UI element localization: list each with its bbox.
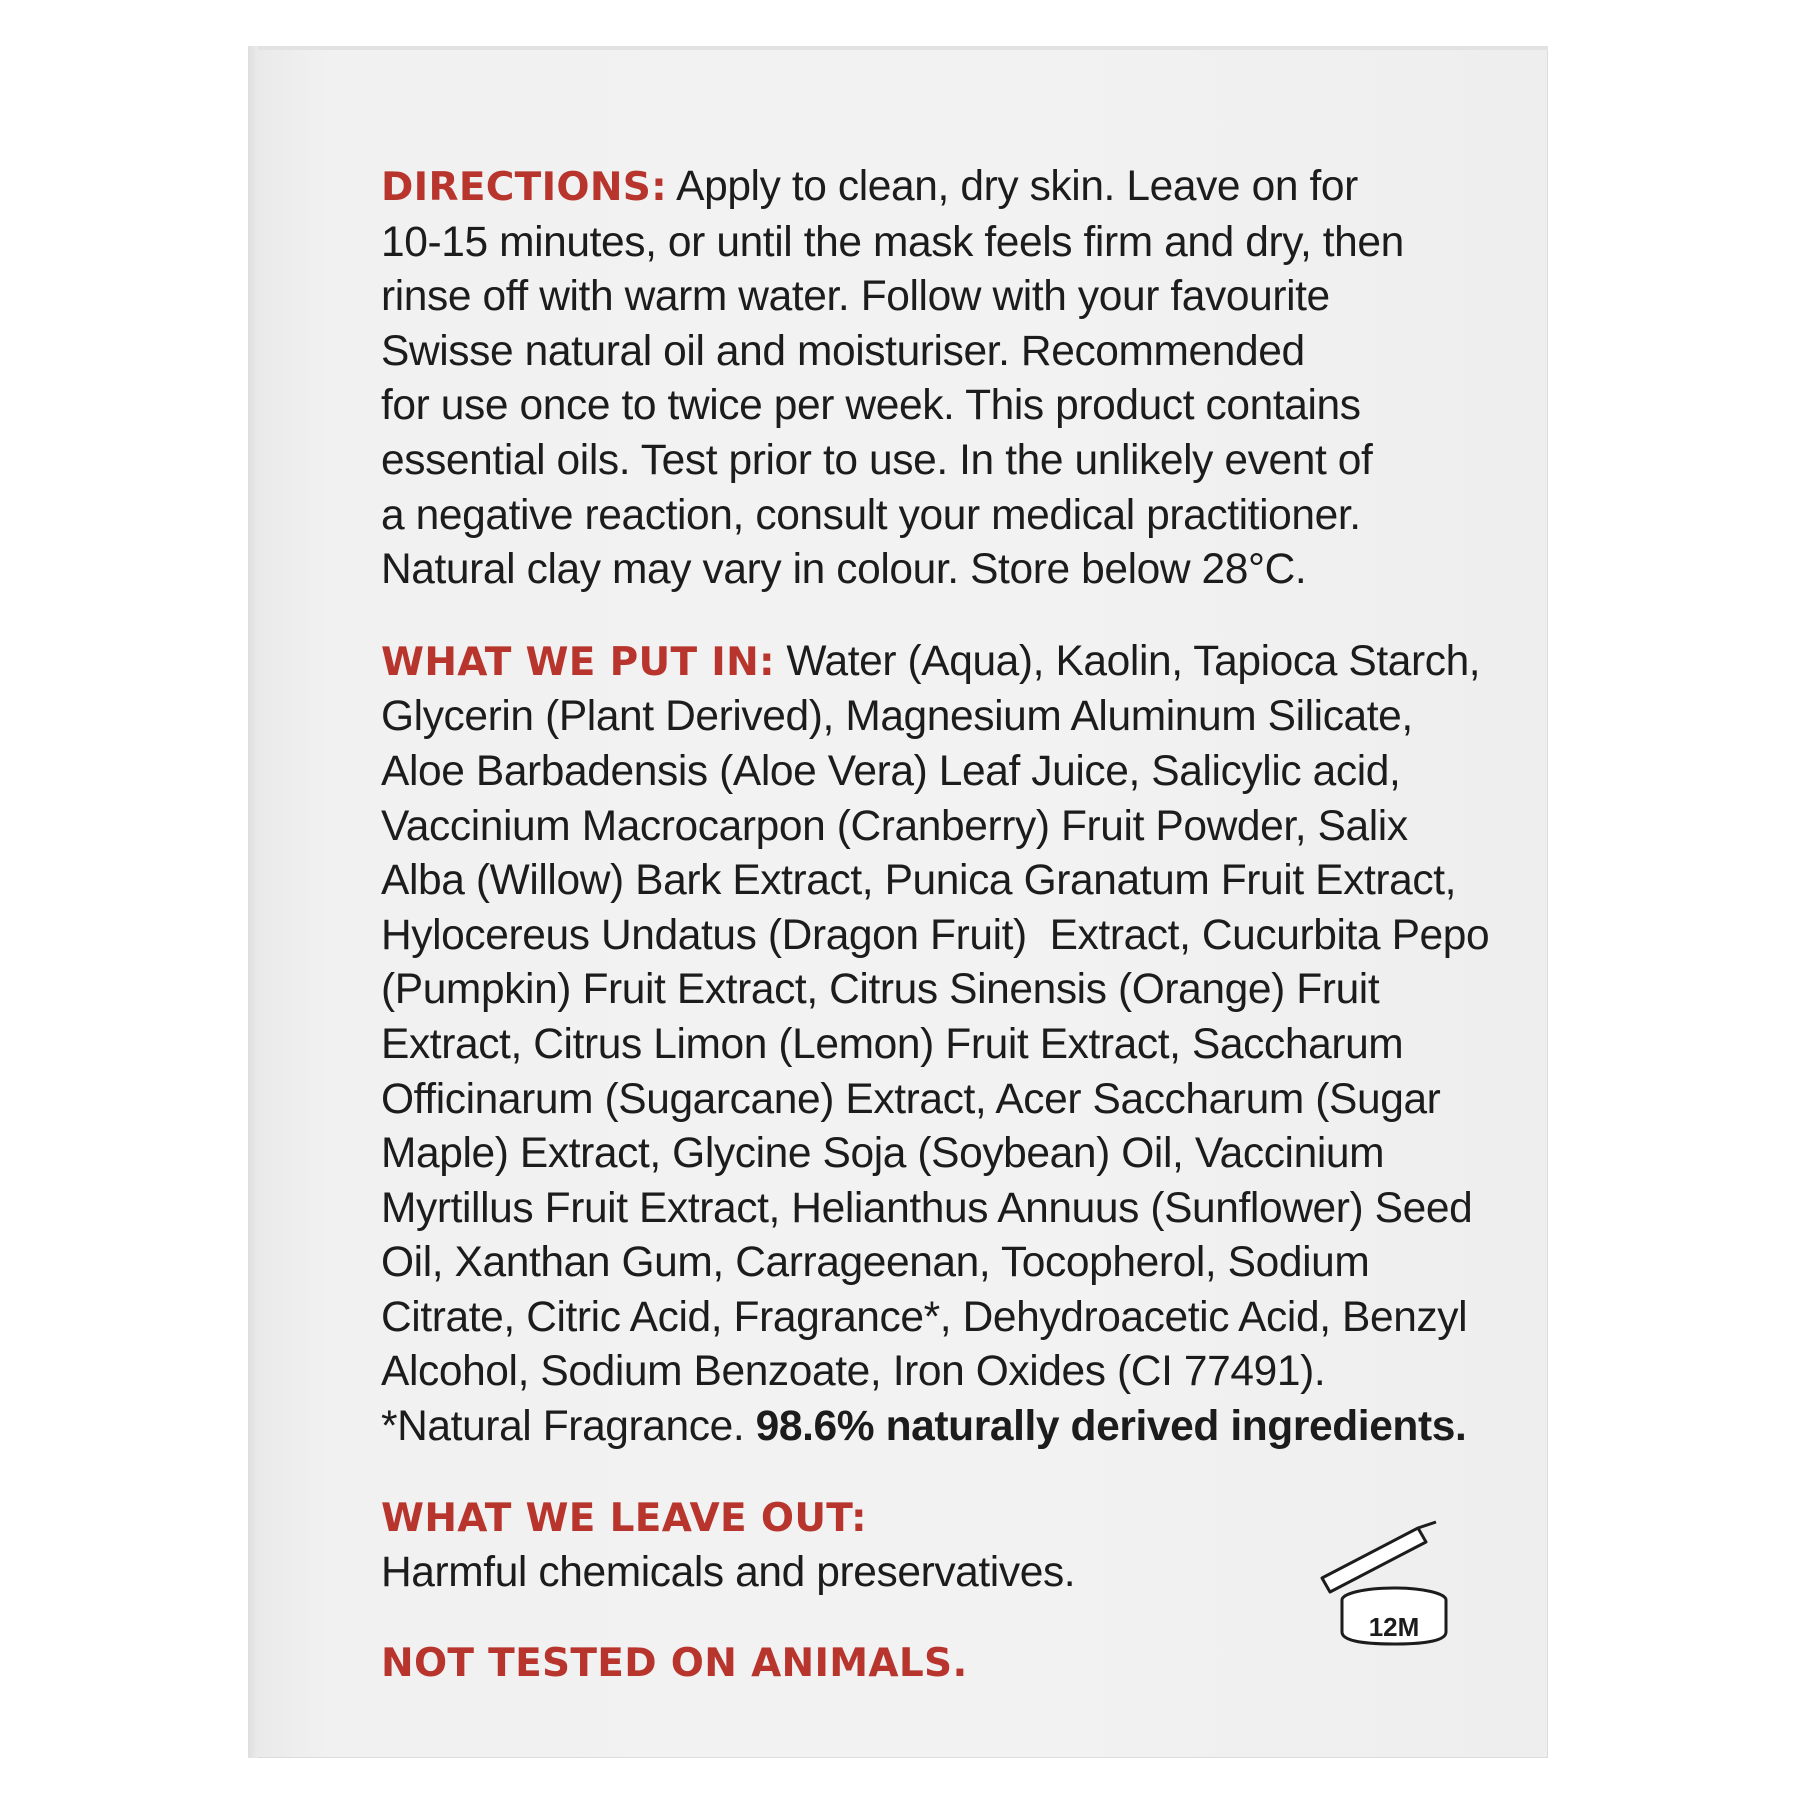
open-jar-icon xyxy=(1318,1520,1456,1648)
directions-line: essential oils. Test prior to use. In the unlikely event of xyxy=(381,436,1373,484)
ingredients-section xyxy=(381,635,1521,1455)
fragrance-footnote: *Natural Fragrance. xyxy=(381,1403,756,1451)
directions-line: a negative reaction, consult your medical practitioner. xyxy=(381,491,1361,539)
leave-out-text: Harmful chemicals and preservatives. xyxy=(381,1549,1076,1597)
ingredients-line: Glycerin (Plant Derived), Magnesium Aluminum Silicate, xyxy=(381,693,1413,741)
ingredients-line: Alba (Willow) Bark Extract, Punica Granatum Fruit Extract, xyxy=(381,857,1457,905)
directions-line: Swisse natural oil and moisturiser. Recommended xyxy=(381,327,1305,375)
directions-section xyxy=(381,160,1521,598)
jar-lid xyxy=(1322,1528,1426,1592)
pao-label: 12M xyxy=(1368,1612,1420,1642)
label-text-block xyxy=(381,160,1521,1691)
directions-text: Apply to clean, dry skin. Leave on for xyxy=(667,163,1358,210)
ingredients-line: Aloe Barbadensis (Aloe Vera) Leaf Juice, Salicylic acid, xyxy=(381,747,1401,795)
directions-line: rinse off with warm water. Follow with your favourite xyxy=(381,273,1330,321)
ingredients-heading: WHAT WE PUT IN: xyxy=(381,639,775,685)
carton-side-edge xyxy=(248,46,258,1758)
carton-top-edge xyxy=(248,46,1548,50)
ingredients-line: Citrate, Citric Acid, Fragrance*, Dehydroacetic Acid, Benzyl xyxy=(381,1293,1468,1341)
ingredients-line: Myrtillus Fruit Extract, Helianthus Annuus (Sunflower) Seed xyxy=(381,1184,1473,1232)
ingredients-line: Oil, Xanthan Gum, Carrageenan, Tocopherol, Sodium xyxy=(381,1239,1370,1287)
directions-line-1 xyxy=(381,160,1521,216)
jar-lid-edge xyxy=(1418,1522,1436,1528)
directions-line: Natural clay may vary in colour. Store below 28°C. xyxy=(381,546,1307,594)
not-tested-heading: NOT TESTED ON ANIMALS. xyxy=(381,1640,968,1686)
ingredients-line: Officinarum (Sugarcane) Extract, Acer Saccharum (Sugar xyxy=(381,1075,1441,1123)
directions-line: 10-15 minutes, or until the mask feels firm and dry, then xyxy=(381,218,1404,266)
ingredients-line: Hylocereus Undatus (Dragon Fruit) Extract, Cucurbita Pepo xyxy=(381,911,1490,959)
ingredients-line: Vaccinium Macrocarpon (Cranberry) Fruit Powder, Salix xyxy=(381,802,1408,850)
ingredients-line: Alcohol, Sodium Benzoate, Iron Oxides (CI 77491). xyxy=(381,1348,1326,1396)
directions-line: for use once to twice per week. This product contains xyxy=(381,382,1361,430)
ingredients-line: Maple) Extract, Glycine Soja (Soybean) Oil, Vaccinium xyxy=(381,1130,1385,1178)
ingredients-line-1 xyxy=(381,635,1521,691)
natural-claim: 98.6% naturally derived ingredients. xyxy=(755,1403,1467,1451)
ingredients-text: Water (Aqua), Kaolin, Tapioca Starch, xyxy=(774,637,1481,685)
ingredients-line: (Pumpkin) Fruit Extract, Citrus Sinensis (Orange) Fruit xyxy=(381,966,1380,1014)
directions-heading: DIRECTIONS: xyxy=(381,165,668,210)
ingredients-footnote-line xyxy=(381,1400,1521,1455)
ingredients-line: Extract, Citrus Limon (Lemon) Fruit Extract, Saccharum xyxy=(381,1020,1404,1068)
leave-out-heading: WHAT WE LEAVE OUT: xyxy=(381,1495,867,1541)
